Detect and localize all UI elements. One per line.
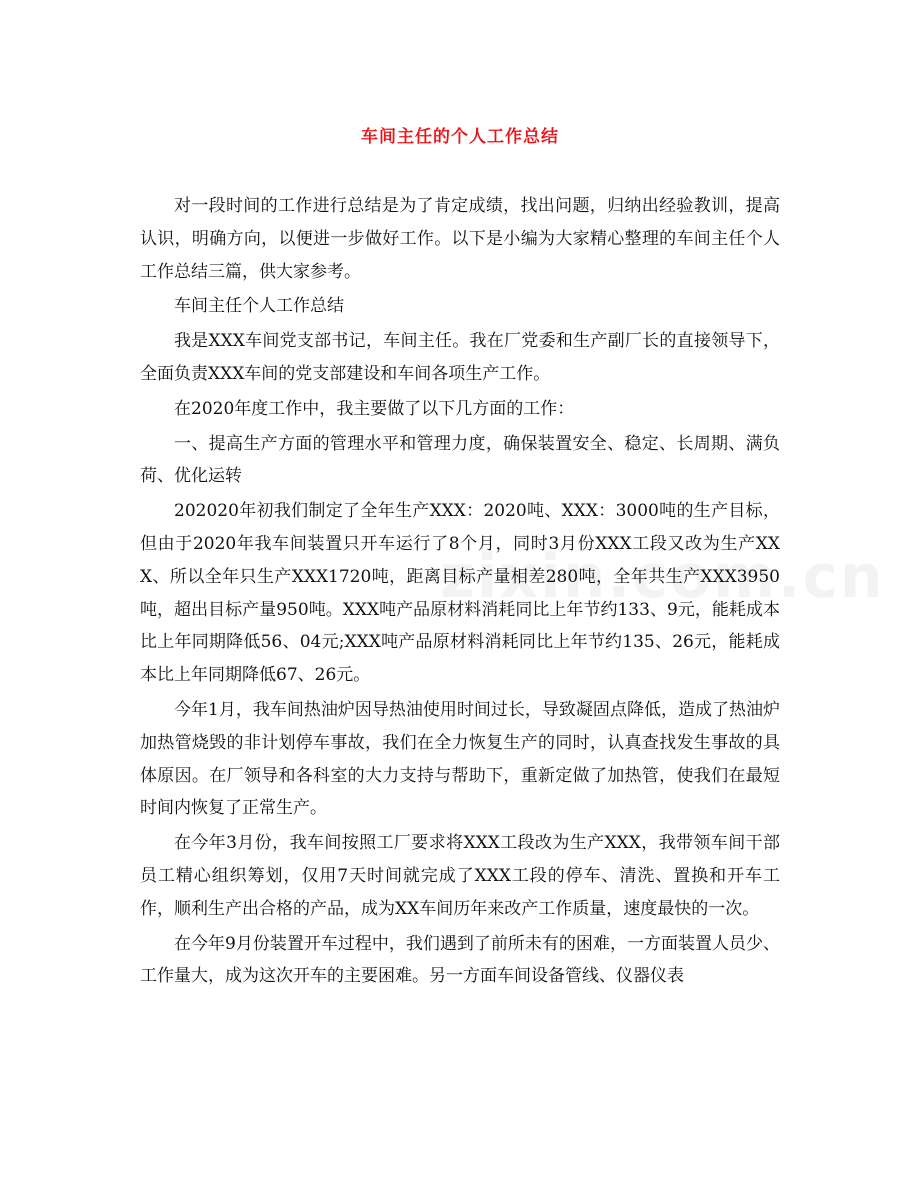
document-body	[140, 190, 780, 995]
document-title: 车间主任的个人工作总结	[361, 127, 559, 147]
section-heading: 车间主任个人工作总结	[174, 296, 344, 317]
intro-paragraph: 对一段时间的工作进行总结是为了肯定成绩，找出问题，归纳出经验教训，提高认识，明确方向，以便进一步做好工作。以下是小编为大家精心整理的车间主任个人工作总结三篇，供大家参考。	[140, 196, 780, 282]
body-paragraph: 在2020年度工作中，我主要做了以下几方面的工作：	[174, 398, 575, 419]
body-paragraph: 今年1月，我车间热油炉因导热油使用时间过长，导致凝固点降低，造成了热油炉加热管烧毁的非计划停车事故，我们在全力恢复生产的同时，认真查找发生事故的具体原因。在厂领导和各科室的大力支持与帮助下，重新定做了加热管，使我们在最短时间内恢复了正常生产。	[140, 699, 780, 819]
body-paragraph: 在今年3月份，我车间按照工厂要求将XXX工段改为生产XXX，我带领车间干部员工精心组织筹划，仅用7天时间就完成了XXX工段的停车、清洗、置换和开车工作，顺利生产出合格的产品，成为XX车间历年来改产工作质量，速度最快的一次。	[140, 833, 780, 919]
body-paragraph: 一、提高生产方面的管理水平和管理力度，确保装置安全、稳定、长周期、满负荷、优化运转	[140, 433, 780, 487]
body-paragraph: 在今年9月份装置开车过程中，我们遇到了前所未有的困难，一方面装置人员少、工作量大，成为这次开车的主要困难。另一方面车间设备管线、仪器仪表	[140, 933, 780, 987]
body-paragraph: 我是XXX车间党支部书记，车间主任。我在厂党委和生产副厂长的直接领导下，全面负责XXX车间的党支部建设和车间各项生产工作。	[140, 331, 780, 384]
body-paragraph: 202020年初我们制定了全年生产XXX：2020吨、XXX：3000吨的生产目标，但由于2020年我车间装置只开车运行了8个月，同时3月份XXX工段又改为生产XXX、所以全年只生产XXX1720吨，距离目标产量相差280吨，全年共生产XXX3950吨，超出目标产量950吨。XXX吨产品原材料消耗同比上年节约133、9元，能耗成本比上年同期降低56、04元;XXX吨产品原材料消耗同比上年节约135、26元，能耗成本比上年同期降低67、26元。	[140, 501, 780, 686]
